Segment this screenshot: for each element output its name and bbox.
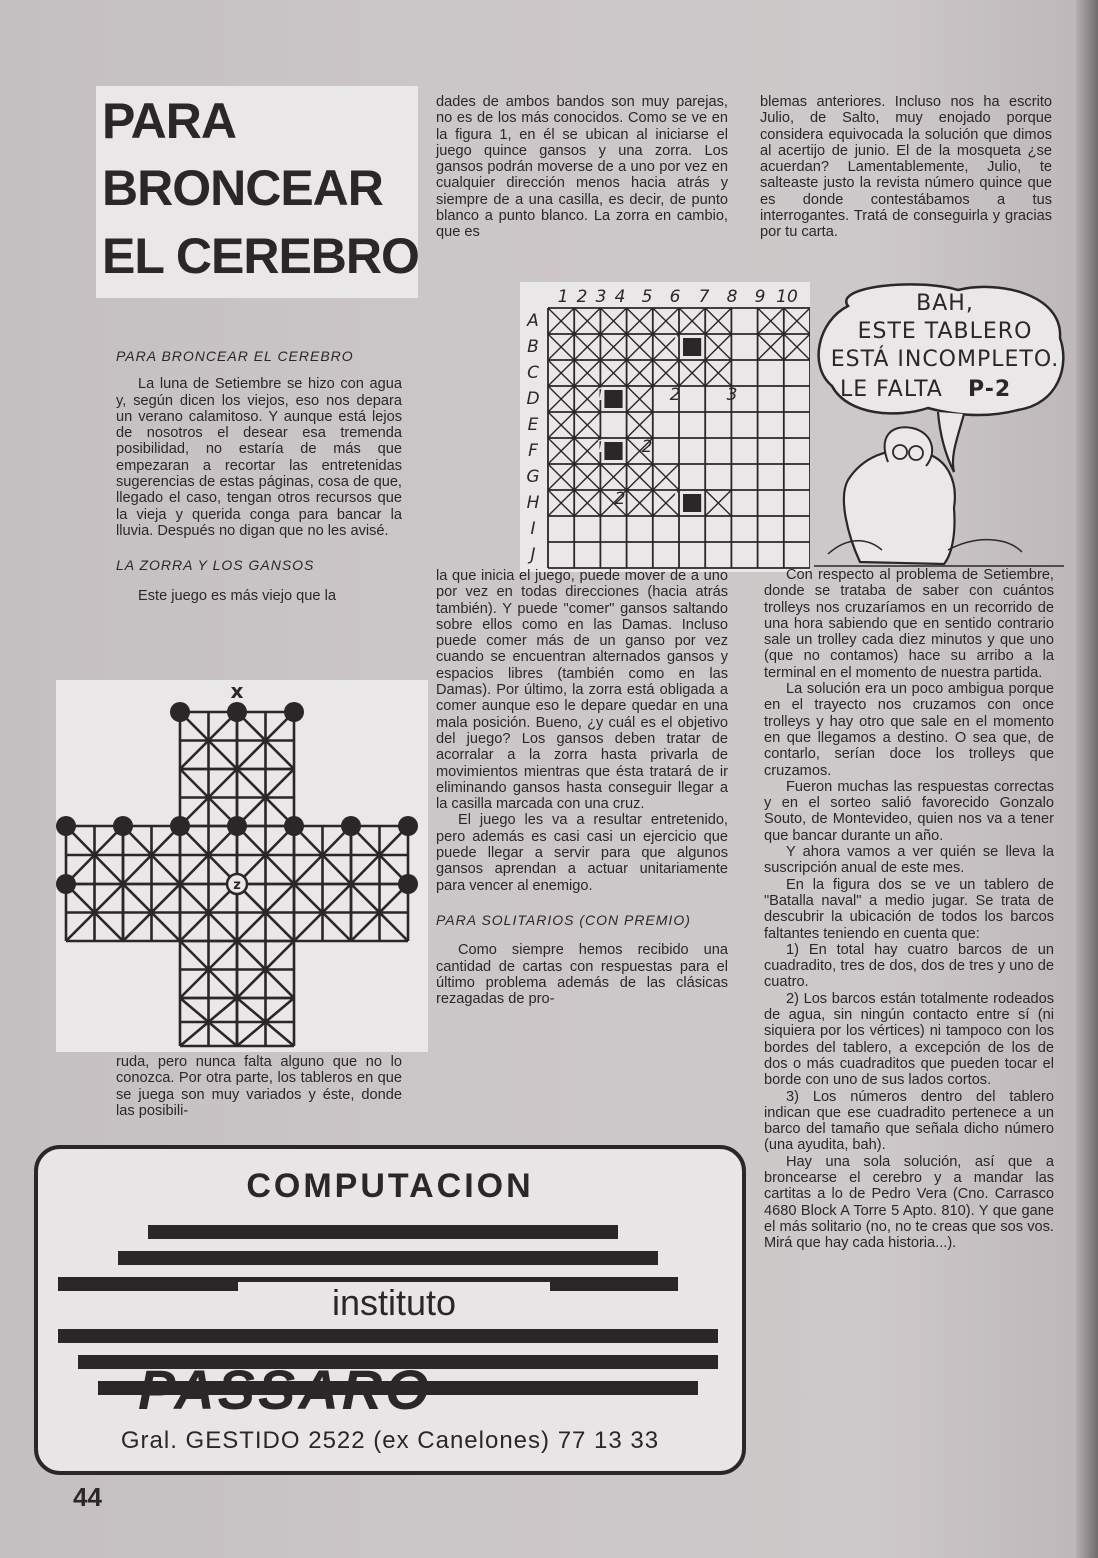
paragraph-ganador: Fueron muchas las respuestas correctas y en el sorteo salió favorecido Gonzalo Souto, de Montevideo, quien nos va a tener que bancar durante un año. [764, 778, 1054, 844]
paragraph-entretenido: El juego les va a resultar entretenido, pero además es casi casi un ejercicio que puede llegar a servir para que algunos gansos aprendan a actuar unitariamente para vencer al enemigo. [436, 812, 728, 894]
paragraph-zorra-start: Este juego es más viejo que la [138, 587, 336, 604]
ad-stripe [58, 1329, 718, 1343]
col-label-7: 7 [698, 287, 710, 307]
goose-piece [341, 816, 361, 836]
goose-piece [56, 816, 76, 836]
grid-number-d6: 2 [669, 385, 681, 405]
row-label-a: A [527, 311, 539, 331]
bubble-emph: P-2 [968, 377, 1012, 402]
title-line-1: PARA [102, 93, 236, 149]
column-2-top [436, 94, 728, 241]
fox-label: z [233, 878, 241, 893]
subhead-broncear: PARA BRONCEAR EL CEREBRO [116, 348, 354, 364]
col-label-1: 1 [557, 287, 569, 307]
paragraph-intro: La luna de Setiembre se hizo con agua y, según dicen los viejos, eso nos depara un verano calamitoso. Y aunque está lejos de nosotros el desear esa tremenda posibilidad, no estaría de más que empezaran a recortar las entretenidas sugerencias de estas páginas, cosa de que, llegado el caso, tengan otros recursos que la vieja y querida conga para bancar la lluvia. Después no digan que no les avisé. [116, 376, 402, 539]
fox-geese-board [56, 680, 428, 1052]
paragraph-batalla-naval: En la figura dos se ve un tablero de "Batalla naval" a medio jugar. Se trata de descubrir la ubicación de todos los barcos faltantes teniendo en cuenta que: [764, 876, 1054, 942]
col-label-4: 4 [614, 287, 626, 307]
column-3-top [760, 94, 1052, 241]
bubble-line-2: ESTE TABLERO [857, 319, 1033, 344]
goal-cross-mark: x [230, 680, 244, 703]
row-label-g: G [526, 467, 540, 487]
paragraph-zorra-reglas: la que inicia el juego, puede mover de a uno por vez en todas direcciones (hacia atrás también). Y puede "comer" gansos saltando sobre ellos como en las Damas. Incluso puede comer más de un ganso por vez cuando se encuentran alternados gansos y espacios libres (también como en las Damas). Por último, la zorra está obligada a comer aunque eso le depare quedar en una mala posición. Bueno, ¿y cuál es el objetivo del juego? Los gansos deben tratar de acorralar a la zorra hasta privarla de movimientos mientras que ésta tratará de ir eliminando gansos hasta conseguir llegar a la casilla marcada con una cruz. [436, 568, 728, 813]
subhead-solitarios: PARA SOLITARIOS (CON PREMIO) [436, 911, 691, 928]
battleship-grid [520, 282, 810, 572]
goose-piece [398, 874, 418, 894]
computacion-ad [34, 1145, 746, 1475]
ad-title: COMPUTACION [246, 1167, 534, 1205]
paragraph-cierre: Hay una sola solución, así que a broncearse el cerebro y a mandar las cartitas a lo de Pedro Vera (Cno. Carrasco 4680 Block A Torre 5 Apto. 810). Y que gane el más solitario (no, no te creas que sos vos. Mirá que hay cada historia...). [764, 1153, 1054, 1252]
goose-piece [227, 816, 247, 836]
page-edge-shadow [1076, 0, 1098, 1558]
goose-piece [56, 874, 76, 894]
subhead-zorra: LA ZORRA Y LOS GANSOS [116, 557, 315, 574]
row-label-d: D [526, 389, 540, 409]
grid-number-h4: 2 [614, 489, 626, 509]
ad-stripe [148, 1225, 618, 1239]
bubble-line-3: ESTÁ INCOMPLETO. [830, 347, 1060, 372]
title-line-3: EL CEREBRO [102, 228, 419, 284]
goose-piece [284, 702, 304, 722]
goose-piece [113, 816, 133, 836]
col-label-9: 9 [754, 287, 766, 307]
ship-cell [604, 390, 622, 408]
col-label-2: 2 [576, 287, 588, 307]
paragraph-cartas: Como siempre hemos recibido una cantidad de cartas con respuestas para el último problema además de las clásicas rezagadas de pro- [436, 942, 728, 1008]
rule-3: 3) Los números dentro del tablero indican que ese cuadradito pertenece a un barco del tamaño que señala dicho número (una ayudita, bah). [764, 1088, 1054, 1154]
col-label-8: 8 [726, 287, 738, 307]
bubble-line-1: BAH, [916, 291, 974, 316]
board-background [56, 680, 428, 1052]
column-1-top [116, 348, 402, 604]
goose-piece [170, 702, 190, 722]
grid-number-f3: 1 [595, 437, 607, 457]
title-line-2: BRONCEAR [102, 160, 383, 216]
row-label-b: B [527, 337, 539, 357]
character-body [844, 450, 955, 564]
ad-subtitle: instituto [238, 1282, 550, 1324]
character-head [885, 427, 932, 466]
rule-1: 1) En total hay cuatro barcos de un cuadradito, tres de dos, dos de tres y uno de cuatro. [764, 941, 1054, 991]
title-block [96, 86, 418, 298]
col-label-5: 5 [641, 287, 653, 307]
row-label-e: E [527, 415, 539, 435]
paragraph-gansos: dades de ambos bandos son muy parejas, no es de los más conocidos. Como se ve en la figura 1, en él se ubican al iniciarse el juego quince gansos y una zorra. Los gansos podrán moverse de a uno por vez en cualquier dirección menos hacia atrás y siempre de a una casilla, es decir, de punto blanco a punto blanco. La zorra en cambio, que es [436, 94, 728, 241]
col-label-3: 3 [595, 287, 607, 307]
goose-piece [170, 816, 190, 836]
page-number: 44 [73, 1482, 102, 1512]
column-3-bottom [764, 567, 1054, 1251]
ship-cell [604, 442, 622, 460]
ad-brand: PASSARO [138, 1358, 432, 1421]
rule-2: 2) Los barcos están totalmente rodeados de agua, sin ningún contacto entre sí (ni siquiera por los vértices) ni tampoco con los bordes del tablero, a excepción de los de dos o más cuadraditos que pueden tocar el borde con uno de sus lados cortos. [764, 990, 1054, 1089]
goose-piece [227, 702, 247, 722]
bubble-line-4: LE FALTA [840, 377, 943, 402]
column-1-bottom [116, 1054, 402, 1119]
ad-stripe [118, 1251, 658, 1265]
col-label-6: 6 [669, 287, 681, 307]
paragraph-julio: blemas anteriores. Incluso nos ha escrito Julio, de Salto, muy enojado porque considera equivocada la solución que dimos al acertijo de junio. El de la mosqueta ¿se acuerdan? Lamentablemente, Julio, te salteaste justo la revista número quince que es donde contestábamos a tus interrogantes. Tratá de conseguirla y gracias por tu carta. [760, 94, 1052, 241]
ship-cell [683, 338, 701, 356]
paragraph-solucion: La solución era un poco ambigua porque en el trayecto nos cruzamos con once trolleys y hay otro que sale en el momento en que llegamos a destino. O sea que, de contarlo, serían doce los trolleys que cruzamos. [764, 681, 1054, 779]
ad-address: Gral. GESTIDO 2522 (ex Canelones) 77 13 33 [120, 1427, 660, 1454]
paragraph-suscripcion: Y ahora vamos a ver quién se lleva la suscripción anual de este mes. [764, 844, 1054, 877]
paragraph-zorra-end: ruda, pero nunca falta alguno que no lo conozca. Por otra parte, los tableros en que se juega son muy variados y éste, donde las posibili- [116, 1054, 402, 1119]
goose-piece [284, 816, 304, 836]
row-label-h: H [526, 493, 540, 513]
col-label-10: 10 [776, 287, 798, 307]
grid-number-f5: 2 [641, 437, 653, 457]
row-label-c: C [527, 363, 539, 383]
grid-number-d8: 3 [726, 385, 738, 405]
goose-piece [398, 816, 418, 836]
paragraph-trolleys: Con respecto al problema de Setiembre, donde se trataba de saber con cuántos trolleys nos cruzaríamos en un recorrido de una hora sabiendo que en sentido contrario sale un trolley cada diez minutos y que uno (que no contamos) hace su arribo a la terminal en el momento de nuestra partida. [764, 567, 1054, 681]
row-label-f: F [528, 441, 538, 461]
column-2-middle [436, 568, 728, 1007]
row-label-j: J [530, 545, 536, 565]
grid-number-d3: 1 [595, 385, 607, 405]
grid-number-h6: 1 [669, 489, 681, 509]
ship-cell [683, 494, 701, 512]
row-label-i: I [530, 519, 536, 539]
grid-number-b6: 1 [669, 333, 681, 353]
